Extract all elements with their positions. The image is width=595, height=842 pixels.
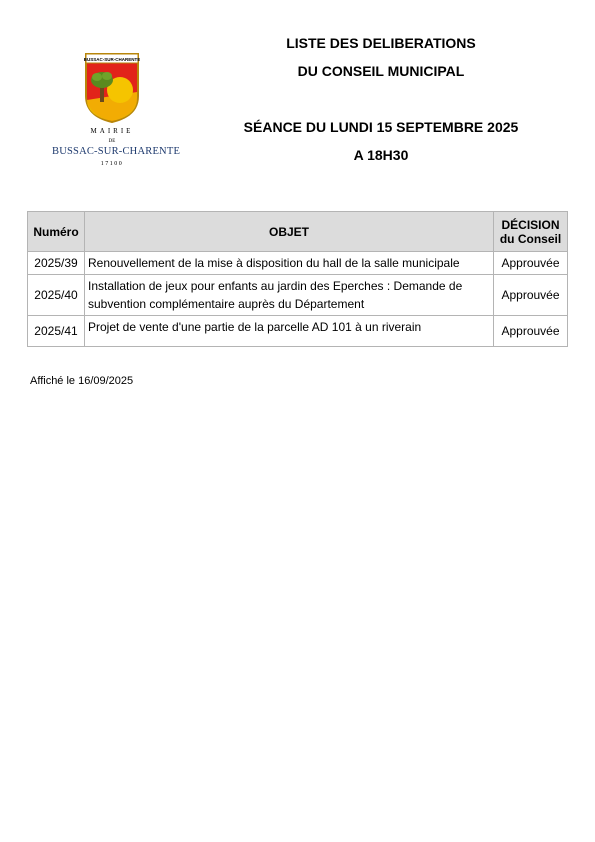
header-decision [494, 212, 568, 252]
row-decision: Approuvée [494, 252, 568, 275]
document-title-line2: DU CONSEIL MUNICIPAL [297, 63, 465, 79]
row-decision: Approuvée [494, 316, 568, 347]
banner-text: BUSSAC-SUR-CHARENTE [84, 57, 140, 62]
coat-of-arms-icon [84, 52, 140, 124]
header-objet: OBJET [85, 212, 494, 252]
row-decision: Approuvée [494, 275, 568, 316]
mairie-logo [52, 52, 181, 184]
session-date: SÉANCE DU LUNDI 15 SEPTEMBRE 2025 [243, 119, 519, 135]
table-row [28, 316, 568, 347]
row-numero: 2025/39 [28, 252, 85, 275]
row-numero: 2025/40 [28, 275, 85, 316]
header-decision-line1: DÉCISION [501, 217, 560, 232]
table-header-row [28, 212, 568, 252]
de-label: DE [108, 139, 116, 144]
commune-label: BUSSAC-SUR-CHARENTE [52, 146, 181, 157]
postal-code-label: 17100 [100, 161, 124, 167]
table-row [28, 252, 568, 275]
table-row [28, 275, 568, 316]
row-objet: Installation de jeux pour enfants au jardin des Eperches : Demande de subvention complémentaire auprès du Département [85, 275, 494, 316]
posting-date: Affiché le 16/09/2025 [30, 375, 134, 387]
document-title-line1: LISTE DES DELIBERATIONS [286, 35, 476, 51]
header-decision-line2: du Conseil [499, 231, 562, 246]
row-objet: Renouvellement de la mise à disposition du hall de la salle municipale [85, 252, 494, 275]
header-numero: Numéro [28, 212, 85, 252]
mairie-label: MAIRIE [90, 127, 134, 135]
session-time: A 18H30 [353, 147, 409, 163]
row-objet: Projet de vente d'une partie de la parcelle AD 101 à un riverain [85, 316, 494, 347]
row-numero: 2025/41 [28, 316, 85, 347]
deliberations-table [27, 211, 568, 347]
